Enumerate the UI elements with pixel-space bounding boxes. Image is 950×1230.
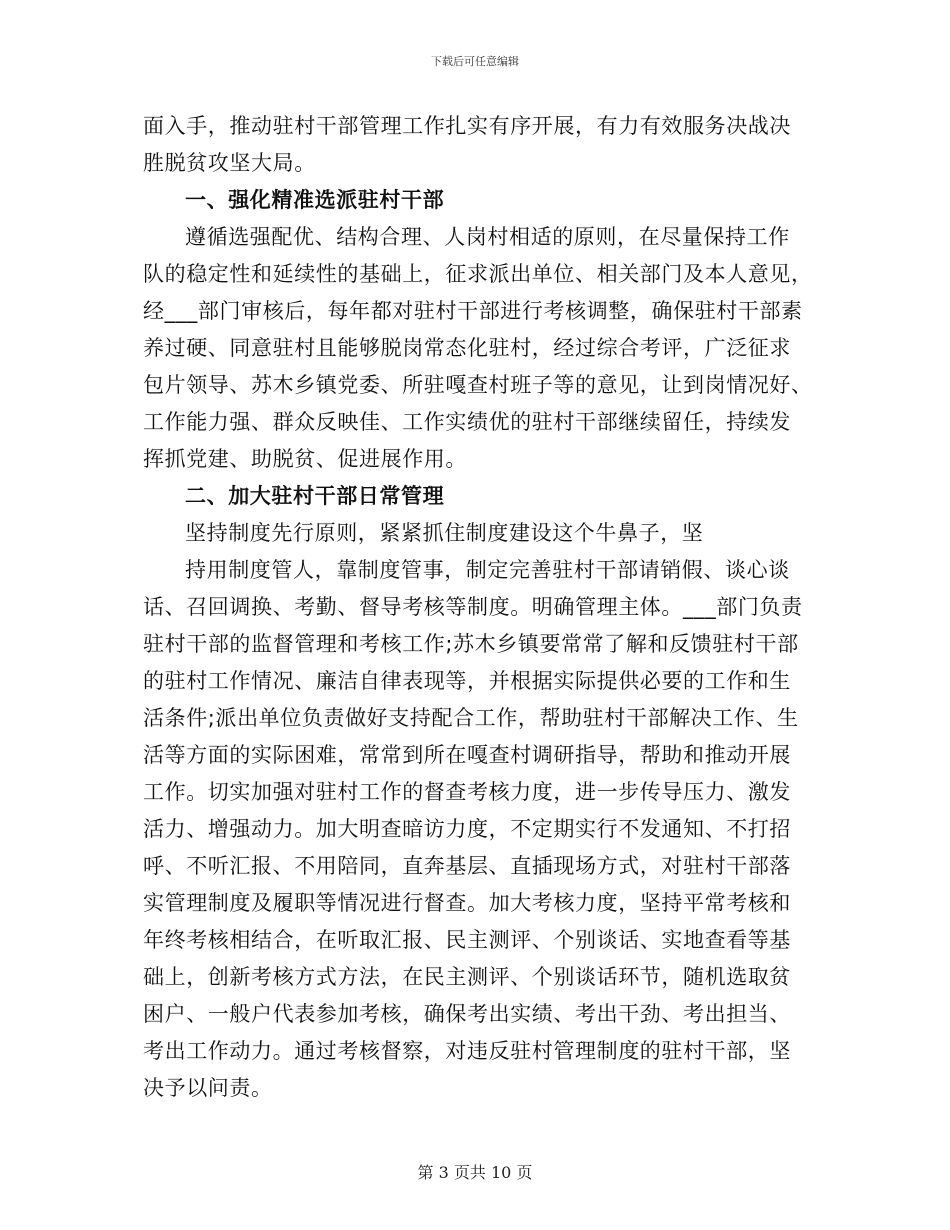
text-line: 经___部门审核后，每年都对驻村干部进行考核调整，确保驻村干部素 xyxy=(143,299,803,323)
document-body xyxy=(143,108,811,1107)
text-line: 话、召回调换、考勤、督导考核等制度。明确管理主体。___部门负责 xyxy=(143,595,803,619)
text-line: 遵循选强配优、结构合理、人岗村相适的原则，在尽量保持工作 xyxy=(185,225,790,249)
section-heading: 一、强化精准选派驻村干部 xyxy=(185,188,445,212)
text-line: 驻村干部的监督管理和考核工作;苏木乡镇要常常了解和反馈驻村干部 xyxy=(143,632,799,656)
text-line: 坚持制度先行原则，紧紧抓住制度建设这个牛鼻子，坚 xyxy=(185,521,704,545)
text-line: 工作能力强、群众反映佳、工作实绩优的驻村干部继续留任，持续发 xyxy=(143,410,791,434)
text-line: 包片领导、苏木乡镇党委、所驻嘎查村班子等的意见，让到岗情况好、 xyxy=(143,373,813,397)
text-line: 胜脱贫攻坚大局。 xyxy=(143,151,316,175)
text-line: 面入手，推动驻村干部管理工作扎实有序开展，有力有效服务决战决 xyxy=(143,114,791,138)
text-line: 困户、一般户代表参加考核，确保考出实绩、考出干劲、考出担当、 xyxy=(143,1002,791,1026)
text-line: 工作。切实加强对驻村工作的督查考核力度，进一步传导压力、激发 xyxy=(143,780,791,804)
text-line: 决予以问责。 xyxy=(143,1076,273,1100)
text-line: 养过硬、同意驻村且能够脱岗常态化驻村，经过综合考评，广泛征求 xyxy=(143,336,791,360)
page-footer: 第 3 页共 10 页 xyxy=(417,1163,533,1182)
text-line: 活力、增强动力。加大明查暗访力度，不定期实行不发通知、不打招 xyxy=(143,817,791,841)
text-line: 挥抓党建、助脱贫、促进展作用。 xyxy=(143,447,467,471)
text-line: 的驻村工作情况、廉洁自律表现等，并根据实际提供必要的工作和生 xyxy=(143,669,791,693)
text-line: 实管理制度及履职等情况进行督查。加大考核力度，坚持平常考核和 xyxy=(143,891,791,915)
text-line: 持用制度管人，靠制度管事，制定完善驻村干部请销假、谈心谈 xyxy=(185,558,790,582)
section-heading: 二、加大驻村干部日常管理 xyxy=(185,484,445,508)
text-line: 年终考核相结合，在听取汇报、民主测评、个别谈话、实地查看等基 xyxy=(143,928,791,952)
header-note: 下载后可任意编辑 xyxy=(431,55,519,68)
text-line: 考出工作动力。通过考核督察，对违反驻村管理制度的驻村干部，坚 xyxy=(143,1039,791,1063)
text-line: 活等方面的实际困难，常常到所在嘎查村调研指导，帮助和推动开展 xyxy=(143,743,791,767)
text-line: 础上，创新考核方式方法，在民主测评、个别谈话环节，随机选取贫 xyxy=(143,965,791,989)
text-line: 队的稳定性和延续性的基础上，征求派出单位、相关部门及本人意见， xyxy=(143,262,813,286)
text-line: 活条件;派出单位负责做好支持配合工作，帮助驻村干部解决工作、生 xyxy=(143,706,799,730)
text-line: 呼、不听汇报、不用陪同，直奔基层、直插现场方式，对驻村干部落 xyxy=(143,854,791,878)
